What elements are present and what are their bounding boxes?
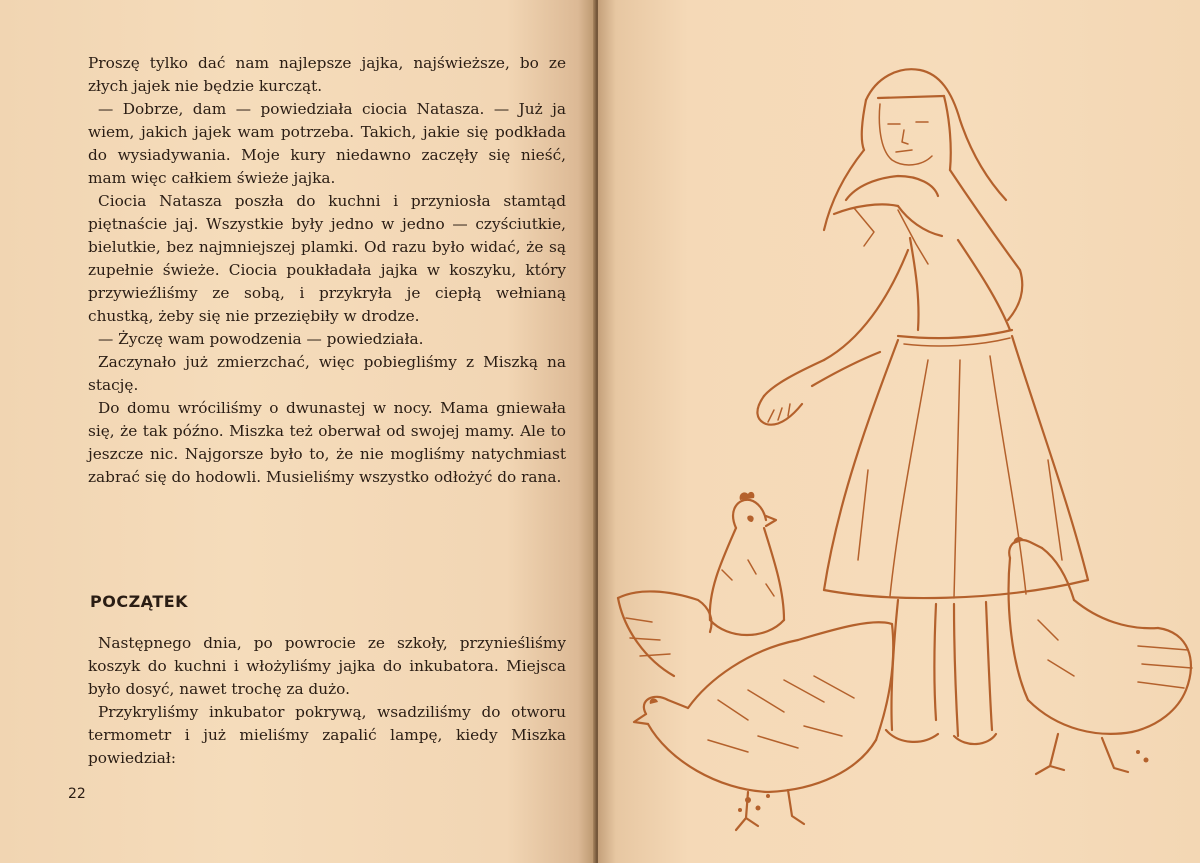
page-number: 22 <box>68 786 86 802</box>
paragraph: Zaczynało już zmierzchać, więc pobiegliśmy z Miszką na stację. <box>88 353 566 394</box>
illustration-woman-with-chickens <box>598 0 1200 863</box>
paragraph: Ciocia Natasza poszła do kuchni i przyniosła stamtąd piętnaście jaj. Wszystkie były jedno w jedno — czyściutkie, bielutkie, bez najmniejszej plamki. Od razu było widać, że są zupełnie świeże. Ciocia poukładała jajka w koszyku, który przywieźliśmy ze sobą, i przykryła je ciepłą wełnianą chustką, żeby się nie przeziębiły w drodze. <box>88 192 566 325</box>
paragraph: Proszę tylko dać nam najlepsze jajka, najświeższe, bo ze złych jajek nie będzie kurcząt. <box>88 54 566 95</box>
paragraph: Przykryliśmy inkubator pokrywą, wsadziliśmy do otworu termometr i już mieliśmy zapalić lampę, kiedy Miszka powiedział: <box>88 703 566 767</box>
paragraph: Do domu wróciliśmy o dwunastej w nocy. Mama gniewała się, że tak późno. Miszka też oberwał od swojej mamy. Ale to jeszcze nic. Najgorsze było to, że nie mogliśmy natychmiast zabrać się do hodowli. Musieliśmy wszystko odłożyć do rana. <box>88 399 566 486</box>
ink-drawing <box>598 0 1200 863</box>
text-block-top <box>88 52 566 489</box>
hen-standing <box>618 492 784 676</box>
text-block-bottom <box>88 632 566 770</box>
scattered-grain <box>738 750 1149 812</box>
right-page <box>598 0 1200 863</box>
woman-figure <box>757 69 1088 744</box>
chapter-title: POCZĄTEK <box>90 592 189 611</box>
paragraph: Następnego dnia, po powrocie ze szkoły, przynieśliśmy koszyk do kuchni i włożyliśmy jajka do inkubatora. Miejsca było dosyć, nawet trochę za dużo. <box>88 634 566 698</box>
paragraph: — Życzę wam powodzenia — powiedziała. <box>98 330 424 348</box>
hen-pecking <box>634 622 893 830</box>
hen-right <box>1009 537 1192 774</box>
paragraph: — Dobrze, dam — powiedziała ciocia Natasza. — Już ja wiem, jakich jajek wam potrzeba. Takich, jakie się podkłada do wysiadywania. Moje kury niedawno zaczęły się nieść, mam więc całkiem świeże jajka. <box>88 100 566 187</box>
left-page <box>0 0 596 863</box>
